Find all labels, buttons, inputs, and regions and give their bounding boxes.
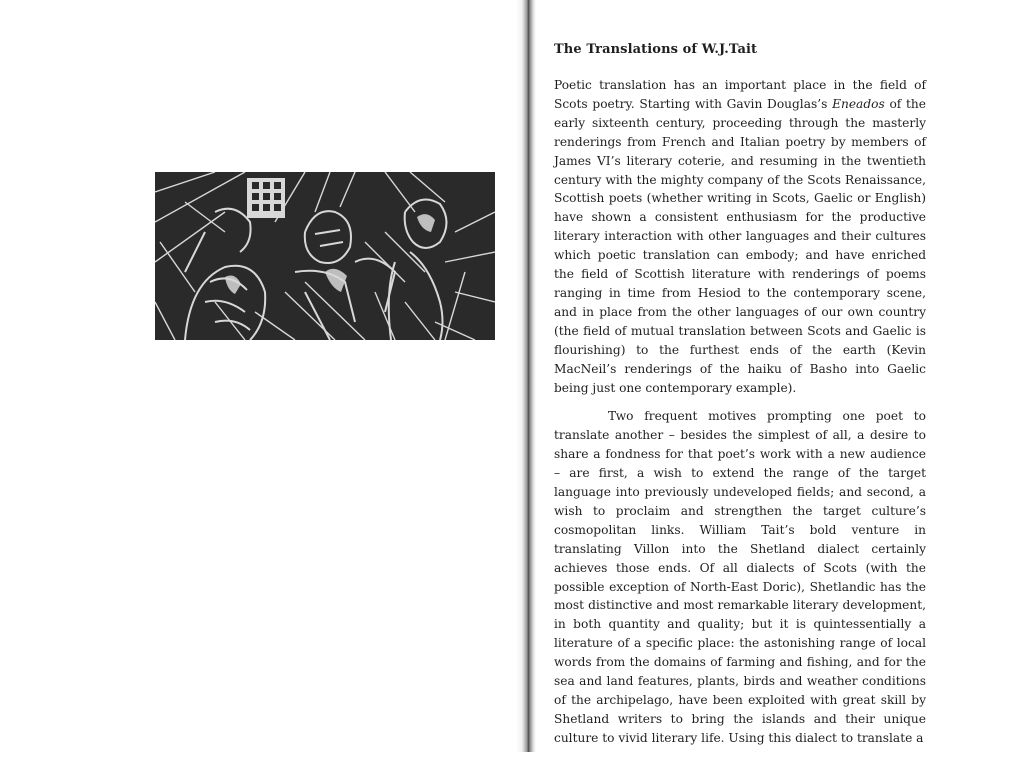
woodcut-illustration: [155, 172, 495, 340]
paragraph-1-text-a: Poetic translation has an important place in the field of Scots poetry. Starting with Gavin Douglas’s: [554, 78, 926, 111]
window-shape: [247, 178, 285, 218]
book-gutter: [516, 0, 536, 752]
paragraph-1-italic-title: Eneados: [832, 96, 885, 111]
paragraph-1-text-b: of the early sixteenth century, proceeding through the masterly renderings from French and Italian poetry by members of James VI’s literary coterie, and resuming in the twentieth century with the mighty company of the Scots Renaissance, Scottish poets (whether writing in Scots, Gaelic or English) have shown a consistent enthusiasm for the productive literary interaction with other languages and their cultures which poetic translation can embody; and have enriched the field of Scottish literature with renderings of poems ranging in time from Hesiod to the contemporary scene, and in place from the other languages of our own country (the field of mutual translation between Scots and Gaelic is flourishing) to the furthest ends of the earth (Kevin MacNeil’s renderings of the haiku of Basho into Gaelic being just one contemporary example).: [554, 96, 926, 395]
paragraph-2: Two frequent motives prompting one poet to translate another – besides the simplest of all, a desire to share a fondness for that poet’s work with a new audience – are first, a wish to extend the range of the target language into previously undeveloped fields; and second, a wish to proclaim and strengthen the target culture’s cosmopolitan links. William Tait’s bold venture in translating Villon into the Shetland dialect certainly achieves those ends. Of all dialects of Scots (with the possible exception of North-East Doric), Shetlandic has the most distinctive and most remarkable literary development, in both quantity and quality; but it is quintessentially a literature of a specific place: the astonishing range of local words from the domains of farming and fishing, and for the sea and land features, plants, birds and weather conditions of the archipelago, have been exploited with great skill by Shetland writers to bring the islands and their unique culture to vivid literary life. Using this dialect to translate a: [554, 409, 926, 745]
paragraph-1: [554, 76, 926, 397]
body-text: [554, 76, 926, 758]
page-title: The Translations of W.J.Tait: [554, 42, 758, 57]
